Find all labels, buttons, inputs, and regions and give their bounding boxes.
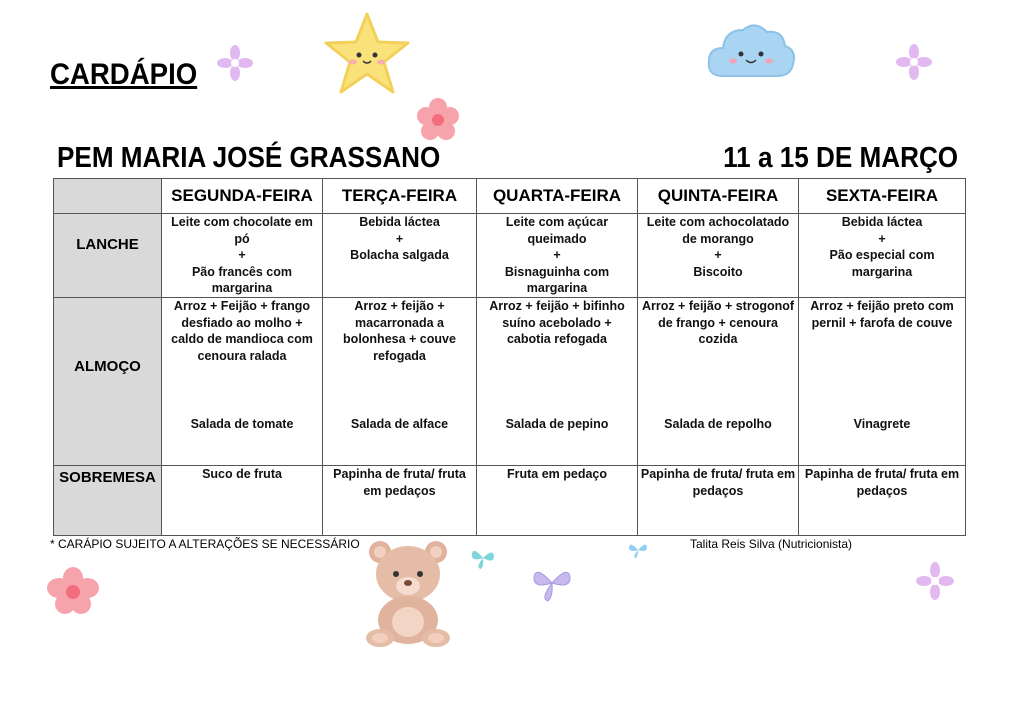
almoco-item-line: Arroz + feijão + bifinho — [489, 299, 625, 313]
almoco-cell — [477, 298, 638, 466]
day-header: QUINTA-FEIRA — [638, 179, 799, 214]
almoco-item-line: suíno acebolado + — [502, 315, 612, 330]
lanche-item-line: Bolacha salgada — [350, 248, 449, 262]
almoco-cell-content — [162, 298, 322, 431]
row-label — [54, 466, 162, 536]
corner-cell — [54, 179, 162, 214]
day-header: TERÇA-FEIRA — [323, 179, 477, 214]
almoco-item-line: macarronada a — [355, 315, 444, 330]
almoco-cell-content — [323, 298, 476, 431]
almoco-item-line: cenoura ralada — [197, 348, 287, 363]
salad-item: Salada de repolho — [664, 417, 772, 431]
almoco-item-line: cabotia refogada — [506, 332, 608, 346]
lanche-item-line: Leite com açúcar — [505, 215, 609, 229]
row-label — [54, 298, 162, 466]
sobremesa-item-line: pedaços — [856, 483, 908, 498]
sobremesa-item-line: Papinha de fruta/ fruta — [333, 467, 466, 481]
sobremesa-cell — [477, 466, 638, 536]
sobremesa-cell — [799, 466, 966, 536]
lanche-label: LANCHE — [76, 236, 139, 253]
lanche-item-line: + — [878, 231, 886, 246]
almoco-item-line: Arroz + feijão + strogonof — [641, 299, 795, 313]
sobremesa-cell — [323, 466, 477, 536]
sobremesa-row — [54, 466, 966, 536]
almoco-cell — [799, 298, 966, 466]
lanche-item-line: + — [238, 248, 246, 262]
lanche-cell-content — [799, 214, 965, 280]
sobremesa-cell-content — [799, 466, 965, 499]
lanche-item-line: + — [553, 248, 561, 262]
lanche-item-line: Pão especial com — [829, 248, 935, 262]
nutritionist-name: Talita Reis Silva (Nutricionista) — [690, 537, 853, 551]
lanche-item-line: Leite com chocolate em — [171, 215, 313, 229]
menu-table — [53, 178, 966, 536]
lanche-item-line: margarina — [526, 281, 588, 295]
lanche-cell-content — [477, 214, 637, 297]
lanche-cell — [323, 214, 477, 298]
teddy-bear-icon — [358, 536, 458, 648]
lanche-item-line: Leite com achocolatado — [646, 215, 790, 229]
flower-icon — [217, 45, 253, 81]
lanche-cell-content — [162, 214, 322, 297]
row-label — [54, 214, 162, 298]
lanche-item-line: pó — [234, 231, 250, 246]
date-range: 11 a 15 DE MARÇO — [723, 142, 958, 174]
lanche-item-line: Bebida láctea — [841, 215, 923, 229]
cloud-icon — [703, 16, 798, 86]
almoco-cell-content — [638, 298, 798, 431]
sobremesa-item-line: Papinha de fruta/ fruta em — [804, 467, 960, 481]
almoco-cell-content — [799, 298, 965, 431]
lanche-item-line: margarina — [211, 281, 273, 295]
header-row — [54, 179, 966, 214]
lanche-item-line: Bebida láctea — [359, 215, 440, 229]
lanche-cell — [162, 214, 323, 298]
lanche-cell — [477, 214, 638, 298]
almoco-cell — [323, 298, 477, 466]
sobremesa-label: SOBREMESA — [59, 469, 156, 486]
sobremesa-cell — [638, 466, 799, 536]
almoco-row — [54, 298, 966, 466]
almoco-cell — [162, 298, 323, 466]
flower-icon — [916, 562, 954, 600]
lanche-item-line: + — [714, 248, 722, 262]
almoco-cell-content — [477, 298, 637, 431]
butterfly-icon — [469, 544, 497, 572]
sobremesa-cell-content — [638, 466, 798, 499]
lanche-cell — [638, 214, 799, 298]
page-title: CARDÁPIO — [50, 58, 198, 91]
star-icon — [322, 10, 412, 98]
almoco-item-line: de frango + cenoura — [658, 315, 778, 330]
salad-item: Salada de tomate — [190, 417, 294, 431]
day-header: SEGUNDA-FEIRA — [162, 179, 323, 214]
almoco-item-line: desfiado ao molho + — [181, 315, 303, 330]
lanche-item-line: Pão francês com — [191, 264, 293, 279]
day-header: SEXTA-FEIRA — [799, 179, 966, 214]
salad-item: Vinagrete — [853, 417, 911, 431]
sobremesa-item-line: Suco de fruta — [202, 467, 282, 481]
school-name: PEM MARIA JOSÉ GRASSANO — [57, 142, 441, 174]
almoco-item-line: Arroz + Feijão + frango — [173, 299, 311, 313]
lanche-cell — [799, 214, 966, 298]
lanche-item-line: de morango — [682, 231, 754, 246]
sobremesa-cell — [162, 466, 323, 536]
lanche-cell-content — [323, 214, 476, 264]
sobremesa-item-line: pedaços — [692, 483, 744, 498]
sobremesa-item-line: em pedaços — [363, 483, 436, 498]
sobremesa-cell-content — [477, 466, 637, 483]
flower-icon — [896, 44, 932, 80]
lanche-item-line: + — [395, 231, 404, 246]
lanche-item-line: Bisnaguinha com — [504, 264, 610, 279]
almoco-item-line: bolonhesa + couve — [343, 332, 456, 346]
butterfly-icon — [530, 563, 574, 605]
almoco-item-line: pernil + farofa de couve — [811, 315, 953, 330]
sobremesa-item-line: Fruta em pedaço — [506, 467, 608, 481]
flower-icon — [43, 567, 103, 615]
almoco-item-line: Arroz + feijão + — [354, 299, 445, 313]
butterfly-icon — [627, 540, 649, 560]
salad-item: Salada de alface — [350, 417, 449, 431]
almoco-item-line: Arroz + feijão preto com — [810, 299, 954, 313]
almoco-item-line: refogada — [373, 348, 426, 363]
sobremesa-cell-content — [323, 466, 476, 499]
lanche-row — [54, 214, 966, 298]
lanche-item-line: margarina — [851, 264, 913, 279]
flower-icon — [415, 97, 461, 143]
lanche-cell-content — [638, 214, 798, 280]
sobremesa-cell-content — [162, 466, 322, 483]
disclaimer-note: * CARÁPIO SUJEITO A ALTERAÇÕES SE NECESSÁRIO — [50, 537, 360, 551]
almoco-item-line: cozida — [698, 332, 738, 346]
sobremesa-item-line: Papinha de fruta/ fruta em — [640, 467, 796, 481]
day-header: QUARTA-FEIRA — [477, 179, 638, 214]
salad-item: Salada de pepino — [505, 417, 609, 431]
almoco-label: ALMOÇO — [74, 358, 141, 375]
lanche-item-line: Biscoito — [693, 264, 743, 279]
almoco-item-line: caldo de mandioca com — [171, 332, 313, 346]
lanche-item-line: queimado — [527, 231, 587, 246]
almoco-cell — [638, 298, 799, 466]
